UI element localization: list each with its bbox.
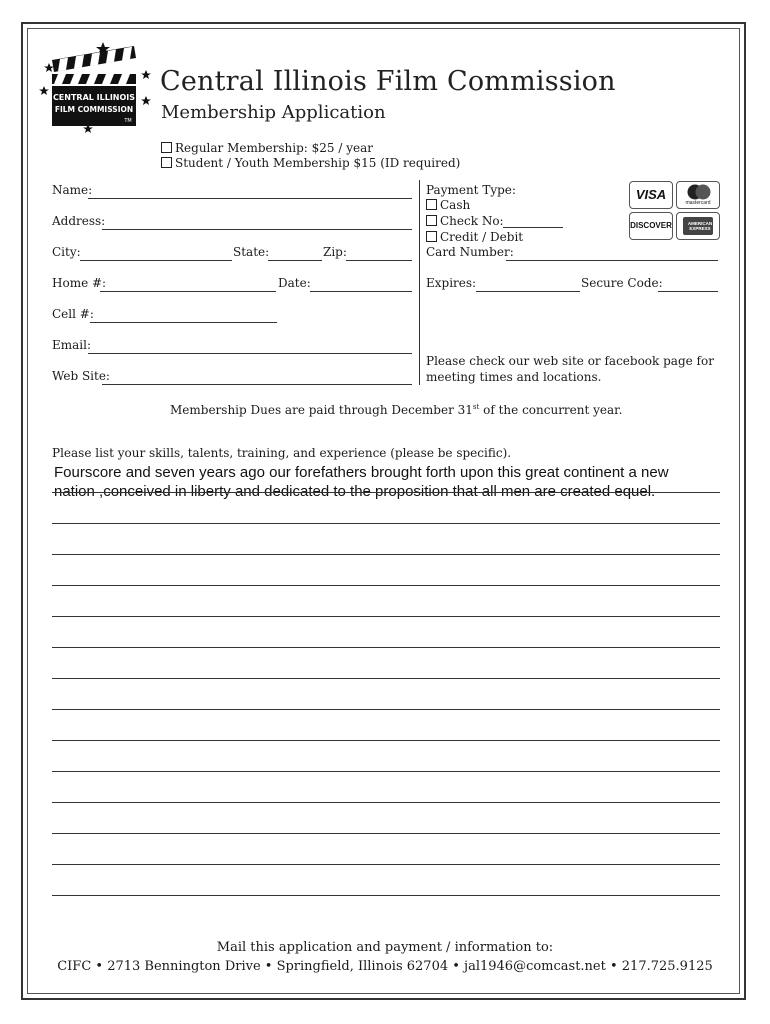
skills-line[interactable] [52,585,720,586]
page-subtitle: Membership Application [161,102,386,123]
skills-line[interactable] [52,709,720,710]
email-field[interactable] [88,353,412,354]
zip-label: Zip: [323,245,347,259]
amex-card-icon [676,212,720,240]
logo-text-line1: CENTRAL ILLINOIS [52,93,136,102]
zip-field[interactable] [346,260,412,261]
notice-line-1: Please check our web site or facebook page for [426,354,714,368]
state-field[interactable] [268,260,322,261]
city-label: City: [52,245,81,259]
state-label: State: [233,245,270,259]
payment-type-label: Payment Type: [426,183,516,197]
cell-phone-field[interactable] [90,322,277,323]
dues-note-text-end: of the concurrent year. [479,403,623,417]
date-label: Date: [278,276,311,290]
skills-answer-line-1[interactable]: Fourscore and seven years ago our forefathers brought forth upon this great continent a new [54,464,669,481]
name-label: Name: [52,183,93,197]
skills-line[interactable] [52,616,720,617]
dues-note-sup: st [472,403,480,411]
skills-line[interactable] [52,833,720,834]
website-field[interactable] [102,384,412,385]
check-option[interactable] [426,214,504,228]
card-number-label: Card Number: [426,245,514,259]
skills-line[interactable] [52,895,720,896]
student-membership-checkbox[interactable] [161,157,172,168]
skills-line[interactable] [52,864,720,865]
logo-text-line2: FILM COMMISSION [54,105,134,114]
address-field[interactable] [102,229,412,230]
page-border-inner [27,28,740,994]
website-label: Web Site: [52,369,110,383]
skills-line[interactable] [52,647,720,648]
skills-prompt: Please list your skills, talents, training, and experience (please be specific). [52,446,512,460]
mastercard-icon [676,181,720,209]
card-number-field[interactable] [506,260,718,261]
regular-membership-checkbox[interactable] [161,142,172,153]
check-label: Check No: [440,214,504,228]
mailing-address: CIFC • 2713 Bennington Drive • Springfield, Illinois 62704 • jal1946@comcast.net • 217.725.9125 [57,959,713,974]
cash-checkbox[interactable] [426,199,437,210]
visa-card-icon [629,181,673,209]
skills-line[interactable] [52,678,720,679]
cell-phone-label: Cell #: [52,307,94,321]
dues-note [170,400,622,417]
student-membership-label: Student / Youth Membership $15 (ID required) [175,156,461,170]
regular-membership-label: Regular Membership: $25 / year [175,141,373,155]
column-divider [419,180,420,385]
dues-note-text: Membership Dues are paid through December 31 [170,403,473,417]
home-phone-field[interactable] [100,291,276,292]
name-field[interactable] [88,198,412,199]
credit-label: Credit / Debit [440,230,524,244]
regular-membership-option[interactable] [161,141,373,155]
check-checkbox[interactable] [426,215,437,226]
secure-code-field[interactable] [658,291,718,292]
skills-line[interactable] [52,740,720,741]
discover-card-icon [629,212,673,240]
mastercard-circles-icon [686,184,712,200]
email-label: Email: [52,338,92,352]
date-field[interactable] [310,291,412,292]
skills-line[interactable] [52,492,720,493]
logo-tm: TM [124,118,132,124]
mastercard-text: mastercard [685,200,711,206]
credit-checkbox[interactable] [426,231,437,242]
expires-field[interactable] [476,291,580,292]
cash-option[interactable] [426,198,470,212]
discover-text: DISCOVER [630,221,672,230]
credit-option[interactable] [426,230,523,244]
skills-line[interactable] [52,771,720,772]
page-title: Central Illinois Film Commission [160,66,616,97]
notice-line-2: meeting times and locations. [426,370,602,384]
skills-line[interactable] [52,802,720,803]
student-membership-option[interactable] [161,156,460,170]
home-phone-label: Home #: [52,276,107,290]
skills-line[interactable] [52,523,720,524]
clapperboard-logo [36,38,154,136]
check-number-field[interactable] [503,227,563,228]
amex-text: AMERICAN EXPRESS [687,221,713,231]
city-field[interactable] [80,260,232,261]
address-label: Address: [52,214,106,228]
mail-instruction: Mail this application and payment / information to: [216,940,554,955]
skills-line[interactable] [52,554,720,555]
cash-label: Cash [440,198,471,212]
visa-text: VISA [635,187,667,202]
skills-answer-line-2[interactable]: nation ,conceived in liberty and dedicated to the proposition that all men are created equel. [54,483,656,500]
secure-code-label: Secure Code: [581,276,663,290]
expires-label: Expires: [426,276,477,290]
